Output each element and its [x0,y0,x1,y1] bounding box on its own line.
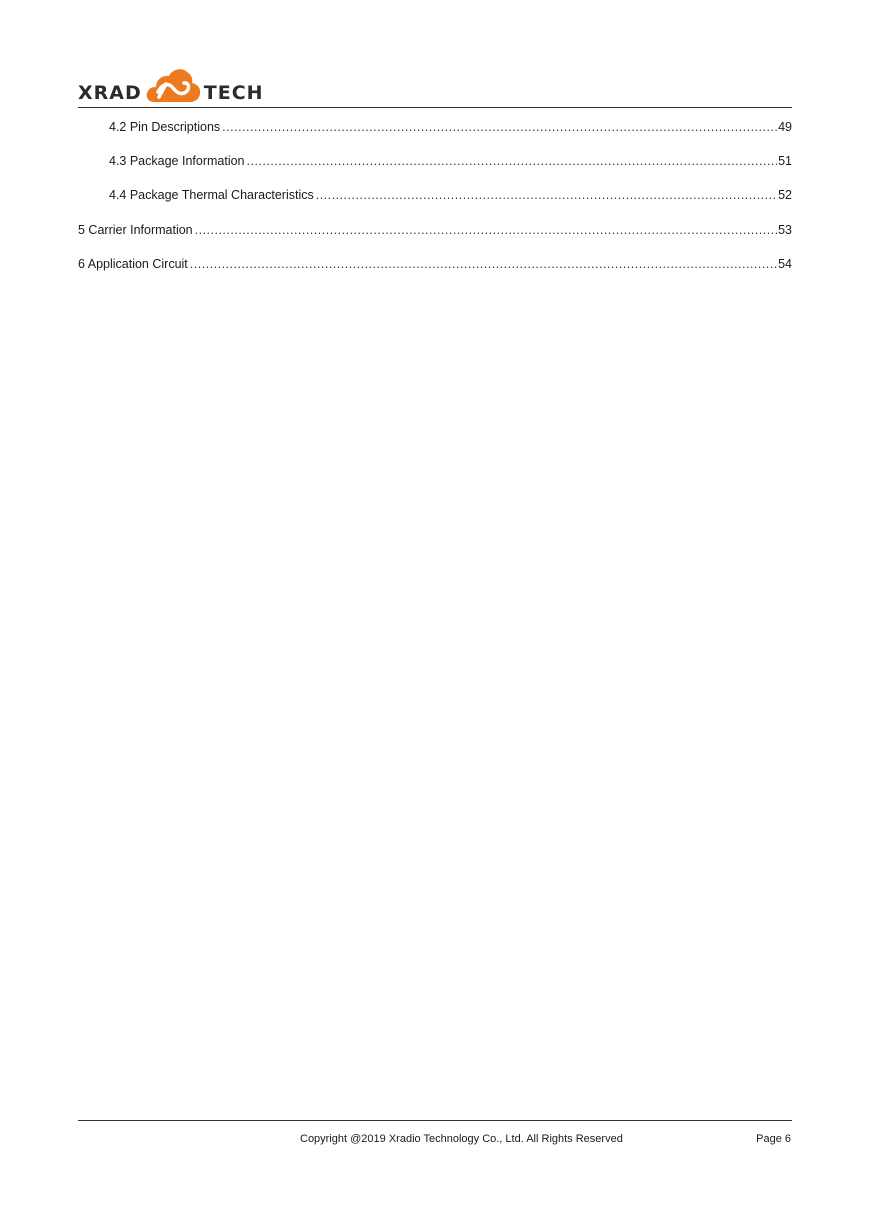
page-header [78,66,792,108]
toc-entry[interactable] [78,255,792,273]
logo-text-left: XRAD [78,82,142,104]
toc-entry-page: 54 [778,257,792,271]
toc-entry[interactable] [78,152,792,170]
toc-entry[interactable] [78,221,792,239]
cloud-logo-icon [144,66,202,106]
header-divider [78,107,792,108]
footer-copyright: Copyright @2019 Xradio Technology Co., Ltd. All Rights Reserved [300,1133,623,1145]
footer-divider [78,1120,792,1121]
toc-dot-leader [247,152,778,170]
toc-entry-title: 4.4 Package Thermal Characteristics [109,188,314,202]
toc-entry[interactable] [78,118,792,136]
company-logo [78,66,264,106]
toc-dot-leader [195,221,777,239]
toc-entry-title: 5 Carrier Information [78,223,193,237]
footer-page-number: Page 6 [756,1133,791,1145]
toc-entry-title: 4.3 Package Information [109,154,245,168]
toc-dot-leader [316,186,777,204]
toc-dot-leader [222,118,777,136]
toc-entry[interactable] [78,186,792,204]
toc-entry-page: 49 [778,120,792,134]
toc-entry-title: 6 Application Circuit [78,257,188,271]
toc-dot-leader [190,255,777,273]
logo-text-right: TECH [203,82,264,104]
toc-entry-page: 52 [778,188,792,202]
toc-entry-page: 53 [778,223,792,237]
toc-entry-title: 4.2 Pin Descriptions [109,120,221,134]
toc-entry-page: 51 [778,154,792,168]
